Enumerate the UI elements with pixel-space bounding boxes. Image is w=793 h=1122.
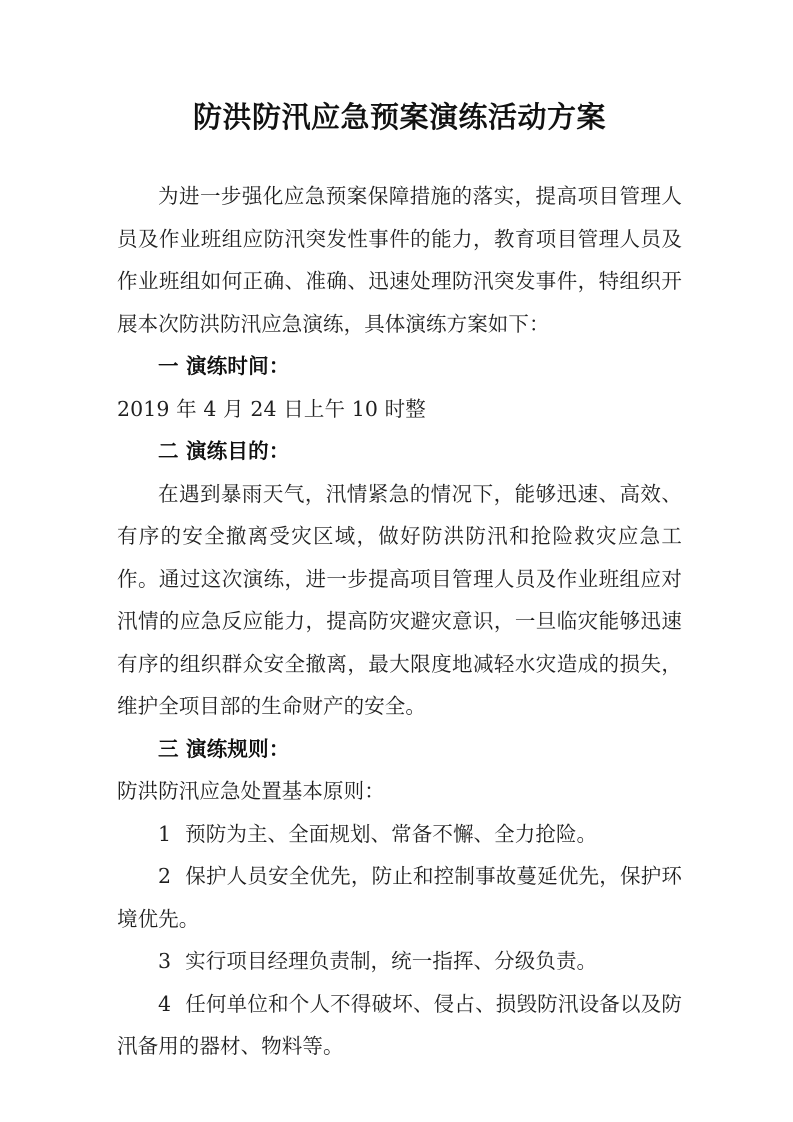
title-spacer [117, 134, 682, 175]
section-heading-drill-purpose: 二 演练目的： [158, 439, 290, 463]
list-item [117, 813, 682, 856]
list-item [117, 855, 682, 940]
list-item-text: 保护人员安全优先，防止和控制事故蔓延优先，保护环境优先。 [117, 864, 682, 931]
section-heading-drill-time: 一 演练时间： [158, 354, 290, 378]
list-item-text: 任何单位和个人不得破坏、侵占、损毁防汛设备以及防汛备用的器材、物料等。 [117, 991, 682, 1058]
list-item-number: 4 [158, 991, 172, 1016]
list-item-number: 1 [158, 821, 172, 846]
list-item [117, 940, 682, 983]
list-item-number: 2 [158, 864, 172, 888]
page-title: 防洪防汛应急预案演练活动方案 [192, 100, 606, 134]
list-item-number: 3 [158, 949, 172, 973]
list-item-text: 预防为主、全面规划、常备不懈、全力抢险。 [185, 821, 598, 846]
drill-purpose-body: 在遇到暴雨天气，汛情紧急的情况下，能够迅速、高效、有序的安全撤离受灾区域，做好防洪防汛和抢险救灾应急工作。通过这次演练，进一步提高项目管理人员及作业班组应对汛情的应急反应能力，提高防灾避灾意识，一旦临灾能够迅速有序的组织群众安全撤离，最大限度地减轻水灾造成的损失，维护全项目部的生命财产的安全。 [117, 481, 682, 718]
drill-rules-subheading: 防洪防汛应急处置基本原则： [117, 779, 385, 803]
intro-paragraph: 为进一步强化应急预案保障措施的落实，提高项目管理人员及作业班组应防汛突发性事件的能力，教育项目管理人员及作业班组如何正确、准确、迅速处理防汛突发事件，特组织开展本次防洪防汛应急演练，具体演练方案如下： [117, 184, 682, 336]
section-heading-drill-rules: 三 演练规则： [158, 736, 290, 761]
list-item-text: 实行项目经理负责制，统一指挥、分级负责。 [185, 949, 598, 973]
document-body [117, 0, 682, 1068]
list-item [117, 983, 682, 1068]
drill-time-value: 2019 年 4 月 24 日上午 10 时整 [117, 396, 426, 421]
